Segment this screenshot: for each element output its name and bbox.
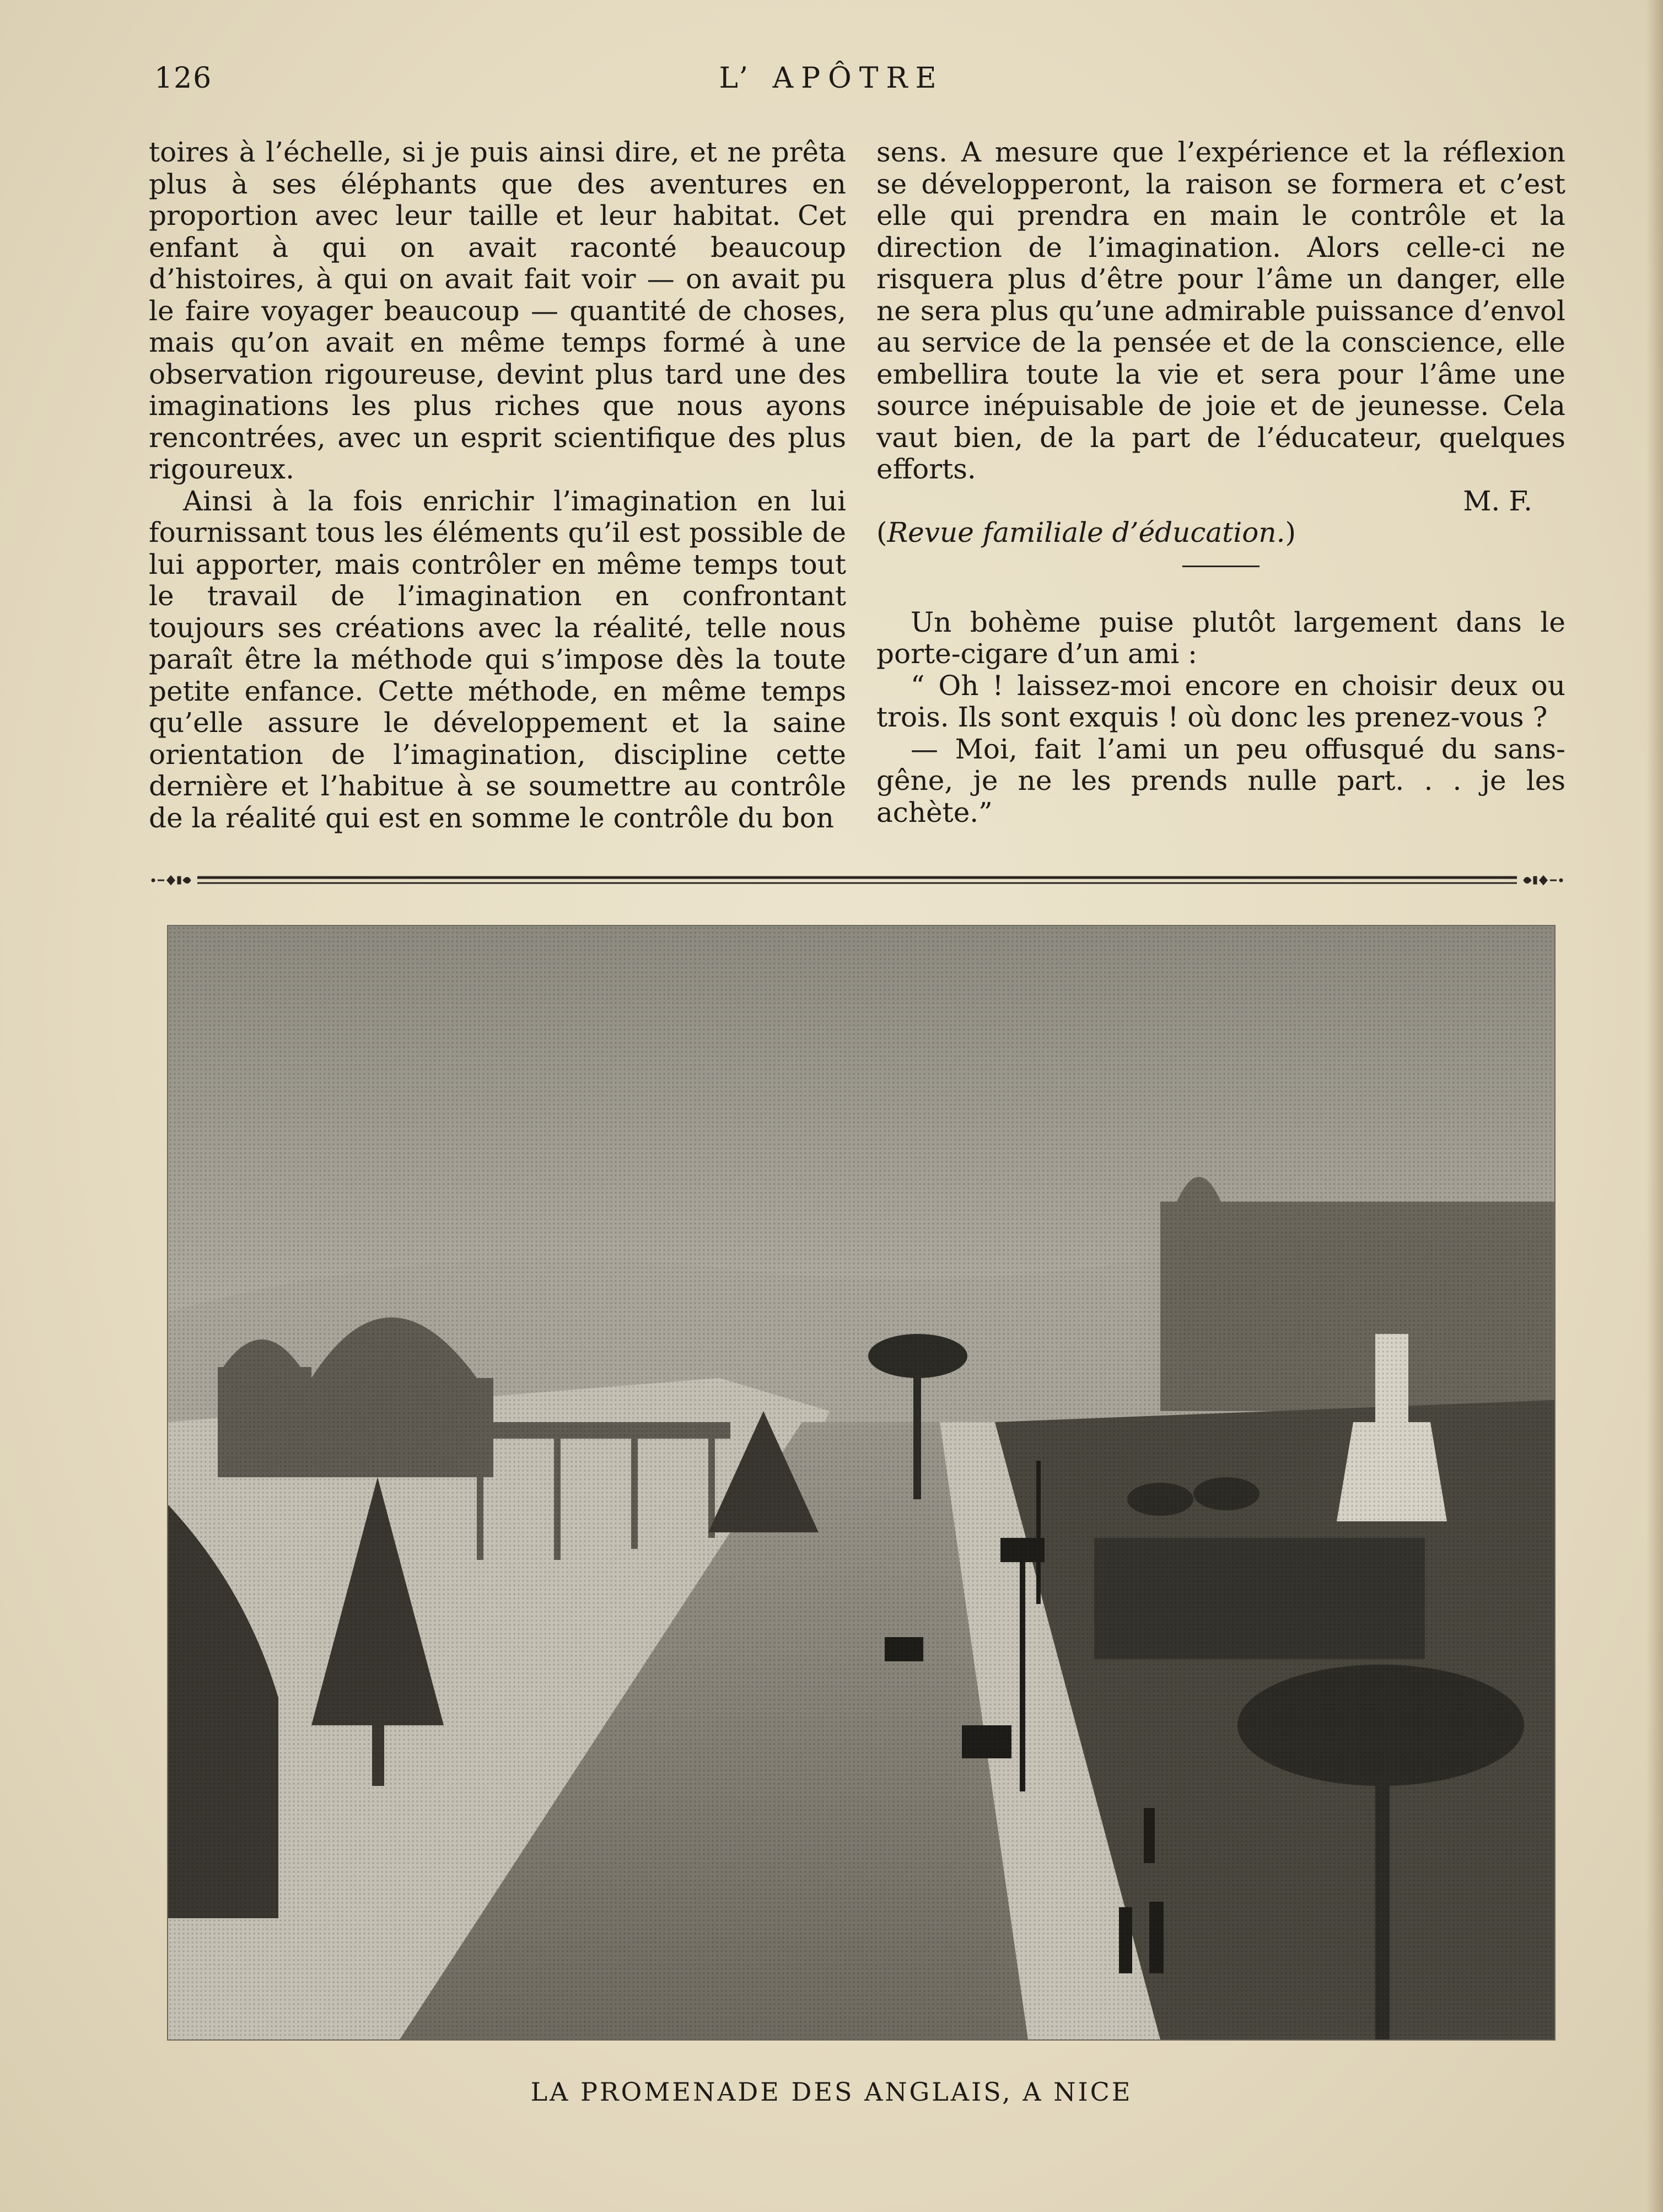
source-open-paren: ( [876, 516, 887, 548]
left-column [149, 137, 846, 834]
left-paragraph-method: Ainsi à la fois enrichir l’imagination en lui fournissant tous les éléments qu’il est possible de lui apporter, mais contrôler en même temps tout le travail de l’imagination en confrontant toujours ses créations avec la réalité, telle nous paraît être la méthode qui s’impose dès la toute petite enfance. Cette méthode, en même temps qu’elle assure le développement et la saine orientation de l’imagination, discipline cette dernière et l’habitue à se soumettre au contrôle de la réalité qui est en somme le contrôle du bon [149, 485, 846, 834]
anecdote-reply: — Moi, fait l’ami un peu offusqué du sans-gêne, je ne les prends nulle part. . . je les achète.” [876, 733, 1565, 828]
photo-caption: LA PROMENADE DES ANGLAIS, A NICE [530, 2077, 1133, 2107]
page-number: 126 [154, 62, 213, 95]
left-paragraph-continued: toires à l’échelle, si je puis ainsi dire, et ne prêta plus à ses éléphants que des aventures en proportion avec leur taille et leur habitat. Cet enfant à qui on avait raconté beaucoup d’histoires, à qui on avait fait voir — on avait pu le faire voyager beaucoup — quantité de choses, mais qu’on avait en même temps formé à une observation rigoureuse, devint plus tard une des imaginations les plus riches que nous ayons rencontrées, avec un esprit scientifique des plus rigoureux. [149, 136, 846, 485]
author-signature: M. F. [1463, 485, 1532, 517]
right-paragraph-conclusion: sens. A mesure que l’expérience et la réflexion se développeront, la raison se formera et c’est elle qui prendra en main le contrôle et la direction de l’imagination. Alors celle-ci ne risquera plus d’être pour l’âme un danger, elle ne sera plus qu’une admirable puissance d’envol au service de la pensée et de la conscience, elle embellira toute la vie et sera pour l’âme une source inépuisable de joie et de jeunesse. Cela vaut bien, de la part de l’éducateur, quelques efforts. [876, 136, 1565, 485]
anecdote-quote: “ Oh ! laissez-moi encore en choisir deux ou trois. Ils sont exquis ! où donc les prenez-vous ? [876, 669, 1565, 733]
source-title: Revue familiale d’éducation. [887, 516, 1285, 548]
running-title: L’ APÔTRE [719, 62, 944, 95]
photo-illustration [168, 926, 1554, 2039]
promenade-photograph [168, 926, 1554, 2039]
anecdote-intro: Un bohème puise plutôt largement dans le porte-cigare d’un ami : [876, 606, 1565, 670]
source-close-paren: ) [1285, 516, 1296, 548]
page-edge-shadow [1646, 0, 1663, 2212]
right-column [876, 137, 1565, 828]
spacer [876, 567, 1565, 607]
source-citation [876, 517, 1565, 549]
ornamental-divider [149, 872, 1565, 889]
